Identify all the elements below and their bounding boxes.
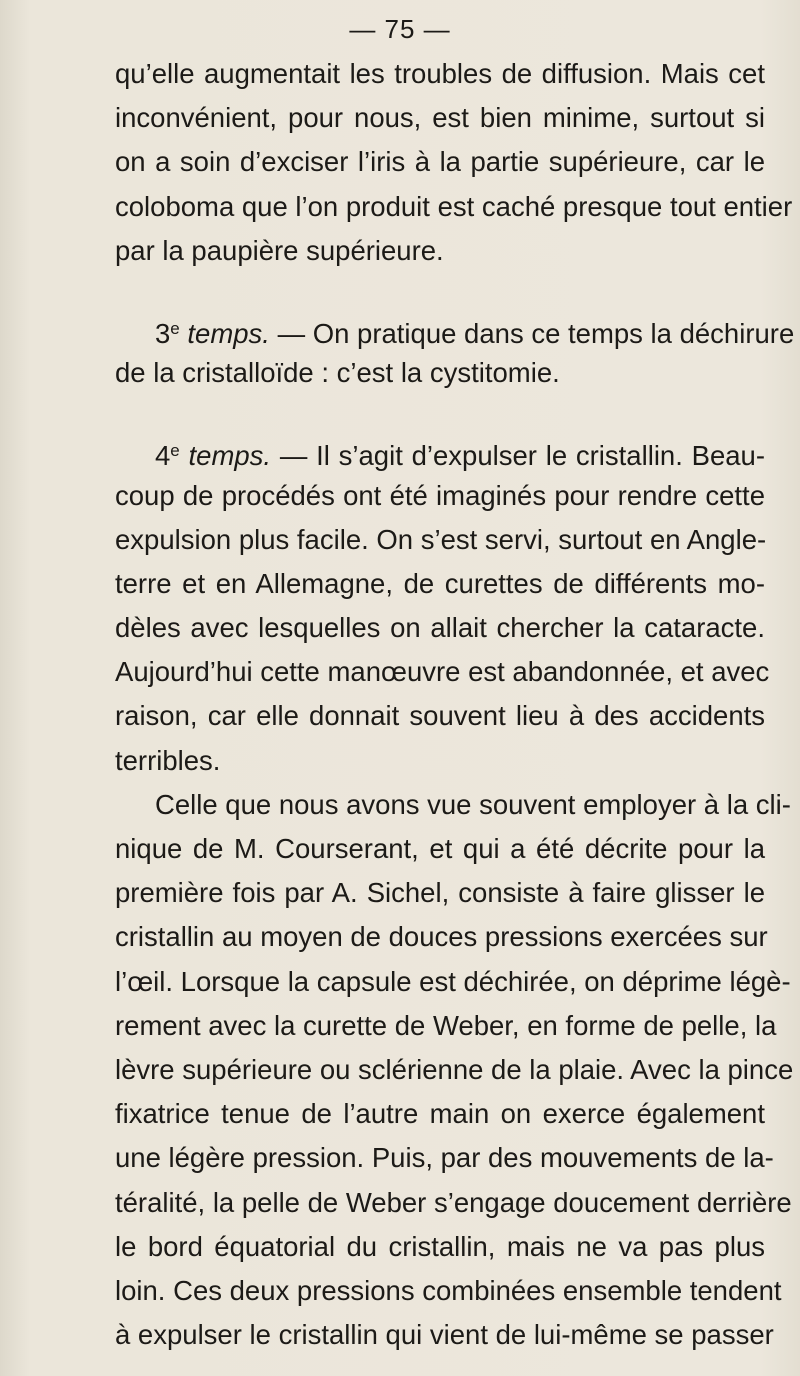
body-text	[115, 52, 795, 1357]
text-line: de la cristalloïde : c’est la cystitomie.	[115, 357, 560, 389]
ordinal-suffix: e	[170, 441, 180, 461]
text-line: loin. Ces deux pressions combinées ensemble tendent	[115, 1274, 782, 1306]
text-line: fixatrice tenue de l’autre main on exerce également	[115, 1098, 765, 1130]
text-line: l’œil. Lorsque la capsule est déchirée, on déprime légè-	[115, 965, 791, 997]
text-line	[115, 429, 765, 473]
text-line: lèvre supérieure ou sclérienne de la plaie. Avec la pince	[115, 1053, 794, 1085]
paragraph	[115, 52, 793, 273]
text-line: une légère pression. Puis, par des mouvements de la-	[115, 1142, 774, 1174]
text-line: coloboma que l’on produit est caché presque tout entier	[115, 190, 793, 222]
text-line: rement avec la curette de Weber, en forme de pelle, la	[115, 1009, 777, 1041]
text-line	[115, 307, 795, 351]
text-line: on a soin d’exciser l’iris à la partie supérieure, car le	[115, 146, 765, 178]
text-line: Celle que nous avons vue souvent employer à la cli-	[155, 788, 791, 820]
text-line: terribles.	[115, 744, 221, 776]
section-heading: temps.	[187, 317, 270, 349]
text-line: terre et en Allemagne, de curettes de différents mo-	[115, 567, 765, 599]
text-line: à expulser le cristallin qui vient de lui-même se passer	[115, 1319, 774, 1351]
text-run: — On pratique dans ce temps la déchirure	[269, 317, 795, 349]
text-line: téralité, la pelle de Weber s’engage doucement derrière	[115, 1186, 792, 1218]
text-line: coup de procédés ont été imaginés pour rendre cette	[115, 479, 765, 511]
paragraph-gap	[115, 273, 765, 307]
section-number: 4	[155, 440, 171, 472]
ordinal-suffix: e	[170, 318, 180, 338]
text-line: raison, car elle donnait souvent lieu à des accidents	[115, 700, 765, 732]
section-heading: temps.	[188, 440, 272, 472]
text-line: dèles avec lesquelles on allait chercher la cataracte.	[115, 612, 765, 644]
text-line: le bord équatorial du cristallin, mais ne va pas plus	[115, 1230, 765, 1262]
text-line: cristallin au moyen de douces pressions exercées sur	[115, 921, 768, 953]
section-number: 3	[155, 317, 171, 349]
text-run: — Il s’agit d’expulser le cristallin. Beau-	[271, 440, 766, 472]
text-line: par la paupière supérieure.	[115, 234, 444, 266]
text-line: expulsion plus facile. On s’est servi, surtout en Angle-	[115, 523, 767, 555]
paragraph	[115, 783, 794, 1357]
text-line: première fois par A. Sichel, consiste à faire glisser le	[115, 877, 765, 909]
text-line: inconvénient, pour nous, est bien minime, surtout si	[115, 102, 765, 134]
text-line: nique de M. Courserant, et qui a été décrite pour la	[115, 833, 765, 864]
paragraph	[115, 429, 770, 783]
paragraph-gap	[115, 395, 765, 429]
page-number: — 75 —	[349, 14, 451, 44]
text-line: qu’elle augmentait les troubles de diffusion. Mais cet	[115, 58, 765, 89]
paragraph	[115, 307, 795, 395]
text-line: Aujourd’hui cette manœuvre est abandonnée, et avec	[115, 656, 770, 688]
